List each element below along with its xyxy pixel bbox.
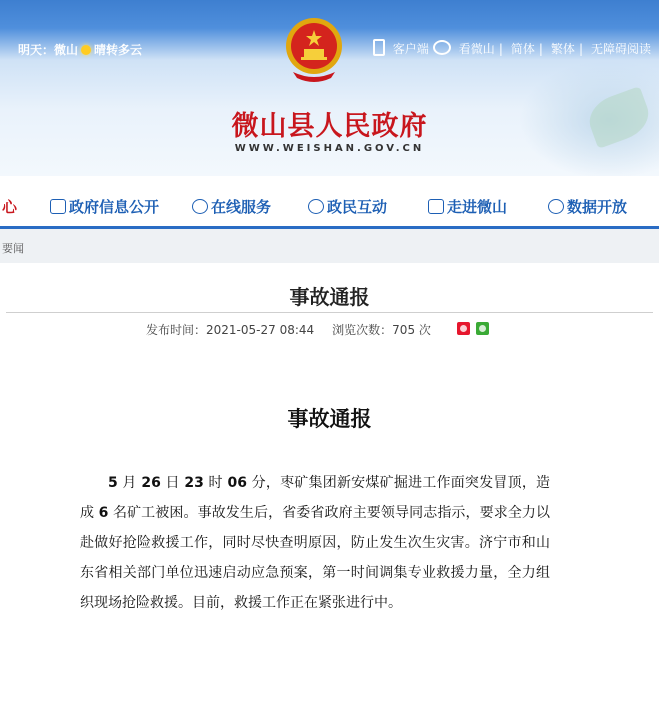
article-meta <box>146 321 431 338</box>
nav-item-label: 政府信息公开 <box>69 198 160 216</box>
service-icon <box>192 199 208 214</box>
sun-icon <box>81 45 91 55</box>
nav-item-label: 数据开放 <box>567 198 628 216</box>
views-label: 浏览次数： <box>332 323 393 337</box>
nav-item-label: 心 <box>2 198 18 216</box>
weibo-icon <box>433 40 451 55</box>
share-weibo-icon[interactable] <box>457 322 470 335</box>
publish-label: 发布时间： <box>146 323 207 337</box>
publish-time: 2021-05-27 08:44 <box>206 323 315 337</box>
nav-item-label: 走进微山 <box>447 198 508 216</box>
views-unit: 次 <box>418 323 431 337</box>
nav-item-interaction[interactable] <box>308 196 387 217</box>
weibo-link[interactable]: 看微山 <box>458 42 495 56</box>
main-nav <box>0 188 659 224</box>
nav-item-gov-info[interactable] <box>50 196 159 217</box>
traditional-link[interactable]: 繁体 <box>550 42 575 56</box>
page-title: 事故通报 <box>289 285 370 309</box>
weather-condition: 晴转多云 <box>94 43 143 57</box>
site-url: WWW.WEISHAN.GOV.CN <box>234 143 425 154</box>
title-divider <box>6 312 653 313</box>
weather-day: 明天：微山 <box>18 43 79 57</box>
accessible-link[interactable]: 无障碍阅读 <box>590 42 651 56</box>
nav-item-online-service[interactable] <box>192 196 271 217</box>
share-wechat-icon[interactable] <box>476 322 489 335</box>
nav-item-home[interactable] <box>2 196 17 217</box>
breadcrumb-bar <box>0 229 659 263</box>
nav-item-open-data[interactable] <box>548 196 627 217</box>
weather-info <box>18 41 142 58</box>
simplified-link[interactable]: 简体 <box>510 42 535 56</box>
site-title[interactable]: 微山县人民政府 <box>231 111 428 142</box>
nav-item-label: 政民互动 <box>327 198 388 216</box>
article-body <box>80 468 550 618</box>
article-paragraph: 5 月 26 日 23 时 06 分，枣矿集团新安煤矿掘进工作面突发冒顶，造成 6 名矿工被困。事故发生后，省委省政府主要领导同志指示，要求全力以赴做好抢险救援工作，同时尽快查明原因，防止发生次生灾害。济宁市和山东省相关部门单位迅速启动应急预案，第一时间调集专业救援力量，全力组织现场抢险救援。目前，救援工作正在紧张进行中。 <box>80 475 551 611</box>
national-emblem-icon <box>283 14 345 86</box>
header-banner <box>0 0 659 176</box>
info-board-icon <box>50 199 66 214</box>
nav-item-about[interactable] <box>428 196 507 217</box>
article-body-title: 事故通报 <box>287 406 372 431</box>
separator: | <box>578 42 583 56</box>
data-icon <box>548 199 564 214</box>
chat-icon <box>308 199 324 214</box>
top-links <box>369 39 651 57</box>
breadcrumb[interactable]: 要闻 <box>2 242 24 255</box>
nav-item-label: 在线服务 <box>211 198 272 216</box>
views-count: 705 <box>392 323 416 337</box>
separator: | <box>498 42 503 56</box>
phone-icon <box>373 39 385 56</box>
map-icon <box>428 199 444 214</box>
client-link[interactable]: 客户端 <box>392 42 429 56</box>
separator: | <box>538 42 543 56</box>
